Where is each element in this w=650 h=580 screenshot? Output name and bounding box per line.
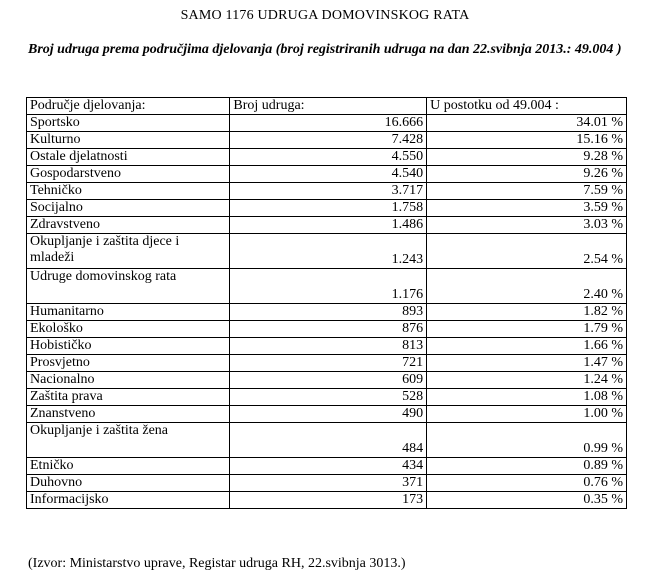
table-row — [27, 458, 627, 475]
row-area: Zaštita prava — [27, 389, 230, 406]
row-percent: 2.40 % — [427, 269, 627, 304]
header-percent: U postotku od 49.004 : — [427, 98, 627, 115]
row-percent: 9.26 % — [427, 166, 627, 183]
row-area: Informacijsko — [27, 492, 230, 509]
row-percent: 1.82 % — [427, 304, 627, 321]
row-count: 3.717 — [230, 183, 427, 200]
row-percent: 1.47 % — [427, 355, 627, 372]
table-row — [27, 183, 627, 200]
row-count: 893 — [230, 304, 427, 321]
table-row — [27, 200, 627, 217]
table-row — [27, 166, 627, 183]
row-percent: 1.08 % — [427, 389, 627, 406]
row-percent: 0.76 % — [427, 475, 627, 492]
row-count: 609 — [230, 372, 427, 389]
table-row — [27, 389, 627, 406]
associations-table — [26, 97, 627, 509]
row-percent: 0.89 % — [427, 458, 627, 475]
row-count: 1.243 — [230, 234, 427, 269]
row-percent: 3.59 % — [427, 200, 627, 217]
table-row — [27, 115, 627, 132]
row-area: Hobističko — [27, 338, 230, 355]
row-count: 371 — [230, 475, 427, 492]
row-count: 528 — [230, 389, 427, 406]
table-row — [27, 304, 627, 321]
row-percent: 1.24 % — [427, 372, 627, 389]
row-percent: 15.16 % — [427, 132, 627, 149]
table-row — [27, 372, 627, 389]
row-count: 1.176 — [230, 269, 427, 304]
table-header-row — [27, 98, 627, 115]
row-area: Socijalno — [27, 200, 230, 217]
row-count: 1.758 — [230, 200, 427, 217]
row-area: Kulturno — [27, 132, 230, 149]
table-row — [27, 149, 627, 166]
row-count: 4.540 — [230, 166, 427, 183]
table-row — [27, 475, 627, 492]
row-count: 7.428 — [230, 132, 427, 149]
table-row — [27, 269, 627, 304]
document-subtitle: Broj udruga prema područjima djelovanja (broj registriranih udruga na dan 22.svibnja 2013.: 49.004 ) — [28, 42, 622, 57]
table-row — [27, 321, 627, 338]
row-count: 434 — [230, 458, 427, 475]
table-row — [27, 423, 627, 458]
table-row — [27, 132, 627, 149]
row-area: Okupljanje i zaštita žena — [27, 423, 230, 458]
row-area: Tehničko — [27, 183, 230, 200]
row-count: 490 — [230, 406, 427, 423]
document-title: SAMO 1176 UDRUGA DOMOVINSKOG RATA — [180, 8, 470, 23]
row-percent: 1.00 % — [427, 406, 627, 423]
header-count: Broj udruga: — [230, 98, 427, 115]
row-count: 1.486 — [230, 217, 427, 234]
row-percent: 1.79 % — [427, 321, 627, 338]
row-area: Sportsko — [27, 115, 230, 132]
row-area: Duhovno — [27, 475, 230, 492]
row-percent: 34.01 % — [427, 115, 627, 132]
row-percent: 1.66 % — [427, 338, 627, 355]
row-percent: 3.03 % — [427, 217, 627, 234]
row-area: Etničko — [27, 458, 230, 475]
row-count: 876 — [230, 321, 427, 338]
row-percent: 0.99 % — [427, 423, 627, 458]
row-area: Udruge domovinskog rata — [27, 269, 230, 304]
row-area: Humanitarno — [27, 304, 230, 321]
row-area: Ostale djelatnosti — [27, 149, 230, 166]
row-area: Gospodarstveno — [27, 166, 230, 183]
row-count: 16.666 — [230, 115, 427, 132]
row-count: 173 — [230, 492, 427, 509]
table-row — [27, 355, 627, 372]
row-count: 813 — [230, 338, 427, 355]
table-row — [27, 406, 627, 423]
row-percent: 2.54 % — [427, 234, 627, 269]
row-area: Nacionalno — [27, 372, 230, 389]
row-percent: 9.28 % — [427, 149, 627, 166]
row-count: 484 — [230, 423, 427, 458]
source-note: (Izvor: Ministarstvo uprave, Registar udruga RH, 22.svibnja 3013.) — [28, 556, 406, 571]
row-area: Prosvjetno — [27, 355, 230, 372]
row-area: Zdravstveno — [27, 217, 230, 234]
row-count: 721 — [230, 355, 427, 372]
table-row — [27, 492, 627, 509]
table-row — [27, 338, 627, 355]
table-row — [27, 234, 627, 269]
row-area: Okupljanje i zaštita djece i mladeži — [27, 234, 230, 269]
header-area: Područje djelovanja: — [27, 98, 230, 115]
row-percent: 7.59 % — [427, 183, 627, 200]
row-area: Ekološko — [27, 321, 230, 338]
row-area: Znanstveno — [27, 406, 230, 423]
row-percent: 0.35 % — [427, 492, 627, 509]
table-row — [27, 217, 627, 234]
row-count: 4.550 — [230, 149, 427, 166]
